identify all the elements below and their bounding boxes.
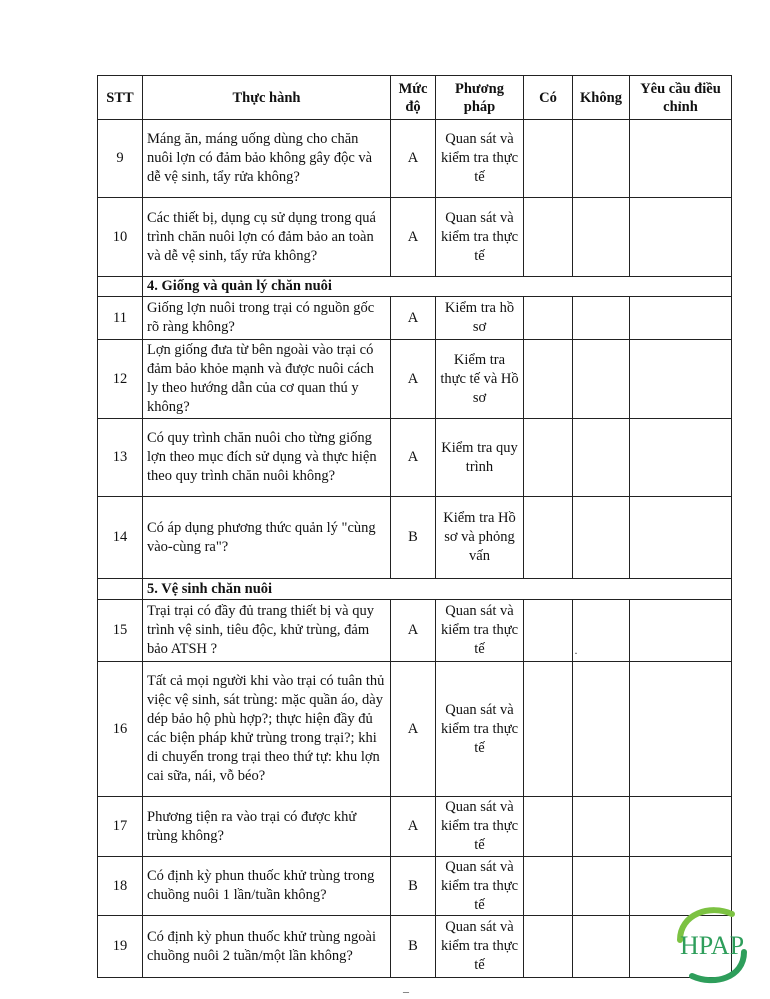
row-level: B xyxy=(391,497,436,579)
yes-cell[interactable] xyxy=(524,857,573,916)
row-level: A xyxy=(391,600,436,662)
table-row xyxy=(98,600,732,662)
row-question: Các thiết bị, dụng cụ sử dụng trong quá trình chăn nuôi lợn có đảm bảo an toàn và dễ vệ sinh, tẩy rửa không? xyxy=(143,198,391,277)
table-row xyxy=(98,857,732,916)
adjust-cell[interactable] xyxy=(630,419,732,497)
section-title: 4. Giống và quản lý chăn nuôi xyxy=(143,277,732,297)
no-cell[interactable] xyxy=(573,419,630,497)
row-question: Có định kỳ phun thuốc khử trùng trong chuồng nuôi 1 lần/tuần không? xyxy=(143,857,391,916)
adjust-cell[interactable] xyxy=(630,797,732,857)
row-question: Tất cả mọi người khi vào trại có tuân thủ việc vệ sinh, sát trùng: mặc quần áo, dày dép bảo hộ phù hợp?; thực hiện đầy đủ các biện pháp khử trùng trong trại?; khi di chuyển trong trại theo thứ tự: khu lợn cai sữa, nái, vỗ béo? xyxy=(143,662,391,797)
table-row xyxy=(98,297,732,340)
section-title: 5. Vệ sinh chăn nuôi xyxy=(143,579,732,600)
table-row xyxy=(98,198,732,277)
row-method: Quan sát và kiểm tra thực tế xyxy=(436,600,524,662)
no-cell[interactable] xyxy=(573,916,630,978)
row-stt: 18 xyxy=(98,857,143,916)
row-method: Kiểm tra hồ sơ xyxy=(436,297,524,340)
header-method: Phương pháp xyxy=(436,76,524,120)
row-question: Có quy trình chăn nuôi cho từng giống lợn theo mục đích sử dụng và thực hiện theo quy trình chăn nuôi không? xyxy=(143,419,391,497)
table-row xyxy=(98,340,732,419)
header-level: Mức độ xyxy=(391,76,436,120)
no-cell[interactable] xyxy=(573,797,630,857)
row-question: Lợn giống đưa từ bên ngoài vào trại có đảm bảo khỏe mạnh và được nuôi cách ly theo hướng dẫn của cơ quan thú y không? xyxy=(143,340,391,419)
no-cell[interactable] xyxy=(573,857,630,916)
row-level: A xyxy=(391,662,436,797)
row-stt: 10 xyxy=(98,198,143,277)
row-level: A xyxy=(391,198,436,277)
adjust-cell[interactable] xyxy=(630,662,732,797)
table-row xyxy=(98,419,732,497)
section-row xyxy=(98,277,732,297)
hpap-logo xyxy=(666,900,758,990)
yes-cell[interactable] xyxy=(524,120,573,198)
row-stt: 9 xyxy=(98,120,143,198)
row-stt: 17 xyxy=(98,797,143,857)
yes-cell[interactable] xyxy=(524,340,573,419)
row-method: Kiểm tra thực tế và Hồ sơ xyxy=(436,340,524,419)
row-level: B xyxy=(391,857,436,916)
row-question: Có áp dụng phương thức quản lý "cùng vào-cùng ra"? xyxy=(143,497,391,579)
table-row xyxy=(98,497,732,579)
no-cell[interactable] xyxy=(573,600,630,662)
header-row xyxy=(98,76,732,120)
logo-text: HPAP xyxy=(679,931,745,960)
adjust-cell[interactable] xyxy=(630,600,732,662)
stray-mark: · xyxy=(574,646,578,660)
row-level: A xyxy=(391,419,436,497)
header-stt: STT xyxy=(98,76,143,120)
adjust-cell[interactable] xyxy=(630,120,732,198)
table-row xyxy=(98,916,732,978)
yes-cell[interactable] xyxy=(524,916,573,978)
header-no: Không xyxy=(573,76,630,120)
yes-cell[interactable] xyxy=(524,198,573,277)
row-method: Quan sát và kiểm tra thực tế xyxy=(436,916,524,978)
no-cell[interactable] xyxy=(573,120,630,198)
row-question: Giống lợn nuôi trong trại có nguồn gốc rõ ràng không? xyxy=(143,297,391,340)
section-stt-cell xyxy=(98,277,143,297)
row-question: Máng ăn, máng uống dùng cho chăn nuôi lợn có đảm bảo không gây độc và dễ vệ sinh, tẩy rửa không? xyxy=(143,120,391,198)
adjust-cell[interactable] xyxy=(630,497,732,579)
section-row xyxy=(98,579,732,600)
no-cell[interactable] xyxy=(573,662,630,797)
header-adjust: Yêu cầu điều chỉnh xyxy=(630,76,732,120)
no-cell[interactable] xyxy=(573,297,630,340)
section-stt-cell xyxy=(98,579,143,600)
row-level: A xyxy=(391,340,436,419)
row-stt: 19 xyxy=(98,916,143,978)
row-question: Trại trại có đầy đủ trang thiết bị và quy trình vệ sinh, tiêu độc, khử trùng, đảm bảo ATSH ? xyxy=(143,600,391,662)
row-stt: 14 xyxy=(98,497,143,579)
row-method: Kiểm tra Hồ sơ và phỏng vấn xyxy=(436,497,524,579)
row-method: Quan sát và kiểm tra thực tế xyxy=(436,198,524,277)
header-practice: Thực hành xyxy=(143,76,391,120)
row-stt: 11 xyxy=(98,297,143,340)
table-row xyxy=(98,662,732,797)
row-method: Quan sát và kiểm tra thực tế xyxy=(436,857,524,916)
no-cell[interactable] xyxy=(573,340,630,419)
yes-cell[interactable] xyxy=(524,600,573,662)
stray-mark: – xyxy=(403,984,409,998)
row-stt: 13 xyxy=(98,419,143,497)
row-level: A xyxy=(391,297,436,340)
table-row xyxy=(98,120,732,198)
adjust-cell[interactable] xyxy=(630,198,732,277)
row-stt: 12 xyxy=(98,340,143,419)
row-method: Kiểm tra quy trình xyxy=(436,419,524,497)
row-method: Quan sát và kiểm tra thực tế xyxy=(436,120,524,198)
row-method: Quan sát và kiểm tra thực tế xyxy=(436,662,524,797)
row-level: B xyxy=(391,916,436,978)
checklist-table xyxy=(97,75,732,978)
header-yes: Có xyxy=(524,76,573,120)
yes-cell[interactable] xyxy=(524,419,573,497)
no-cell[interactable] xyxy=(573,497,630,579)
row-stt: 15 xyxy=(98,600,143,662)
yes-cell[interactable] xyxy=(524,497,573,579)
row-question: Có định kỳ phun thuốc khử trùng ngoài chuồng nuôi 2 tuần/một lần không? xyxy=(143,916,391,978)
row-level: A xyxy=(391,797,436,857)
table-row xyxy=(98,797,732,857)
adjust-cell[interactable] xyxy=(630,340,732,419)
no-cell[interactable] xyxy=(573,198,630,277)
row-method: Quan sát và kiểm tra thực tế xyxy=(436,797,524,857)
yes-cell[interactable] xyxy=(524,297,573,340)
yes-cell[interactable] xyxy=(524,797,573,857)
yes-cell[interactable] xyxy=(524,662,573,797)
row-question: Phương tiện ra vào trại có được khử trùng không? xyxy=(143,797,391,857)
row-level: A xyxy=(391,120,436,198)
row-stt: 16 xyxy=(98,662,143,797)
adjust-cell[interactable] xyxy=(630,297,732,340)
